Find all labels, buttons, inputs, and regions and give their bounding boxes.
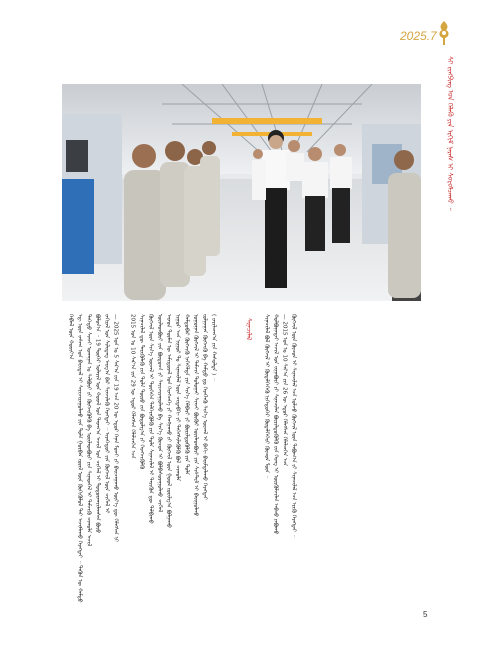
body-column-14: ᠨᠣᠭᠣᠭᠠᠨ ᠬᠥᠭᠵᠢᠯ ᠢ ᠳᠡᠮᠵᠢᠨ ᠲᠤᠯᠤᠭᠠᠢ ᠰᠢᠨᠵᠢ ᠪᠦᠬᠦᠢ ᠦᠢᠯᠡᠳᠪᠦᠷᠢ ᠶᠢᠨ ᠰᠢᠰᠲ᠋ᠧᠮ ᠢ ᠪᠠᠶᠢᠭᠤᠯᠬᠤ [192,314,199,517]
issue-date: 2025.7 [400,29,437,43]
body-column-10: ᠦᠢᠯᠡᠳᠪᠦᠷᠢ ᠶᠢᠨ ᠪᠦᠲᠦᠴᠡ ᠶᠢ ᠰᠠᠶᠢᠵᠢᠷᠠᠭᠤᠯᠬᠤ ᠪᠠ ᠰᠢᠨ᠎ᠡ ᠬᠦᠴᠦᠨ ᠢ ᠪᠣᠯᠪᠠᠰᠤᠷᠠᠭᠤᠯᠬᠤ ᠴᠢᠭᠯᠡᠯ [156,314,163,513]
body-column-3: ᠳᠡᠭᠡᠳᠦ ᠰᠢᠨᠵᠢ ᠤᠬᠠᠭᠠᠨ ᠤ ᠰᠠᠯᠪᠤᠷᠢ ᠶᠢ ᠬᠥᠭᠵᠢᠭᠦᠯᠬᠦ ᠪᠠ ᠦᠢᠯᠡᠳᠪᠦᠷᠢ ᠶᠢᠨ ᠰᠢᠨᠡᠳᠬᠡᠯ ᠢ ᠳᠡᠮᠵᠢᠬᠦ ᠴᠢᠬᠤᠯᠠ ᠠᠵᠢᠯ [85,314,92,547]
body-column-5: ᠵᠠᠬᠢᠷᠠᠯ ᠤᠨ ᠰᠢᠯᠢᠳᠡᠭ ᠠᠷᠭ᠎ᠠ ᠪᠠᠷ ᠰᠢᠨᠵᠢᠯᠡᠬᠦ ᠬᠡᠷᠡᠭᠲᠡᠢ ᠃ ᠢᠷᠡᠭᠡᠳᠦᠢ ᠶᠢᠨ ᠬᠥᠭᠵᠢᠯ ᠦᠨ ᠴᠢᠭᠯᠡᠯ ᠢ [103,314,110,514]
mongolian-script-emblem-icon [437,20,451,46]
body-column-9: ᠬᠥᠭᠵᠢᠯ ᠦᠨ ᠰᠢᠨ᠎ᠡ ᠦᠵᠡᠯ ᠢ ᠲᠦᠭᠡᠭᠡᠨ ᠳᠡᠯᠭᠡᠷᠡᠭᠦᠯᠬᠦ ᠶᠢᠨ ᠲᠤᠯᠠ ᠰᠢᠨᠡᠴᠢᠯᠡᠯ ᠢ ᠲᠡᠷᠢᠭᠦᠨ ᠳᠦ ᠲᠠᠯᠪᠢᠬᠤ [147,314,154,524]
body-column-21: ᠬᠥᠭᠵᠢᠯ ᠦᠨ ᠬᠦᠴᠦᠨ ᠢ ᠰᠢᠨᠡᠴᠢᠯᠡᠯ ᠡᠴᠡ ᠣᠯᠵᠤ ᠬᠥᠭᠵᠢᠯ ᠦᠨ ᠳᠠᠪᠤᠭ᠎ᠠ ᠶᠢ ᠰᠢᠨᠡᠴᠢᠯᠡᠯ ᠡᠴᠡ ᠡᠷᠢᠬᠦ ᠬᠡᠷᠡᠭᠲᠡᠢ ᠃ [290,314,297,538]
body-column-13: ᠬᠠᠮᠲᠤᠪᠠᠷ ᠬᠥᠭᠵᠢᠬᠦ ᠨᠡᠭᠡᠭᠡᠯᠲᠡ ᠶᠢᠨ ᠰᠢᠨ᠎ᠡ ᠬᠡᠯᠪᠡᠷᠢ ᠶᠢ ᠪᠦᠷᠢᠯᠳᠦᠭᠦᠯᠬᠦ ᠶᠢᠨ ᠲᠤᠯᠠ [183,314,190,475]
body-column-1: ᠬᠡᠪᠯᠡᠯ ᠦᠨ ᠬᠣᠷᠢᠶ᠎ᠠ [67,314,74,360]
header-caption: ᠰᠢ ᠵᠢᠩᠫᠢᠩ ᠤᠨ ᠬᠡᠯᠡᠬᠦ ᠶᠢᠨ ᠡᠷᠬᠢᠮ ᠨᠡᠷᠡᠰ ᠢ ᠰᠤᠷᠤᠯᠴᠠᠬᠤ ᠃ [446,56,454,211]
body-column-11: ᠠᠷᠠᠳ ᠲᠦᠮᠡᠨ ᠦ ᠠᠮᠢᠳᠤᠷᠠᠯ ᠤᠨ ᠬᠡᠷᠡᠭᠴᠡᠭᠡ ᠶᠢ ᠬᠠᠩᠭᠠᠬᠤ ᠶᠢ ᠬᠥᠭᠵᠢᠯ ᠦᠨ ᠭᠣᠣᠯ ᠵᠣᠷᠢᠯᠭ᠎ᠠ ᠪᠣᠯᠭᠠᠬᠤ [165,314,172,528]
body-column-6: — 2025 ᠣᠨ ᠤ 5 ᠰᠠᠷ᠎ᠠ ᠶᠢᠨ 19 ᠡᠴᠡ 20 ᠦ ᠡᠳᠦᠷ ᠬᠡᠨᠠᠨ ᠮᠤᠵᠢ ᠶᠢ ᠪᠠᠢᠴᠠᠭᠠᠬᠤ ᠦᠶ᠎ᠡ ᠳᠦ ᠬᠡᠯᠡᠭᠰᠡᠨ ᠨᠢ [112,314,119,543]
body-column-2: ᠡᠳ᠋ ᠦᠨ ᠵᠠᠰᠠᠭ ᠤᠨ ᠪᠠᠶᠢᠳᠠᠯ ᠢ ᠰᠠᠶᠢᠵᠢᠷᠠᠭᠤᠯᠬᠤ ᠶᠢᠨ ᠲᠤᠯᠠ ᠭᠤᠷᠪᠠᠨ ᠵᠦᠢᠯ ᠦᠨ ᠬᠥᠬᠢᠭᠦᠯᠦᠯ ᠲᠡᠢ ᠠᠵᠢᠯᠯᠠᠬᠤ ᠬᠡᠷᠡᠭᠲᠡᠢ ᠃ ᠲᠡᠭᠦᠨ ᠦ ᠬᠠᠮᠲᠤ [76,314,83,603]
body-column-15: ᠵᠤᠯᠭᠠᠭᠠᠨ ᠬᠥᠭᠵᠢᠬᠦ ᠪᠠ ᠬᠠᠮᠲᠤ ᠳᠤ ᠬᠡᠷᠡᠭᠯᠡᠬᠦ ᠰᠢᠨ᠎ᠡ ᠦᠵᠡᠯ ᠢ ᠪᠡᠬᠢ ᠪᠠᠷᠢᠮᠲᠠᠯᠠᠬᠤ ᠬᠡᠷᠡᠭᠲᠡᠢ [201,314,208,500]
body-column-8: ᠰᠢᠨᠡᠴᠢᠯᠡᠯ ᠳᠦ ᠲᠡᠷᠢᠭᠦᠯᠡᠬᠦ ᠶᠢᠨ ᠲᠤᠯᠠ ᠲᠦᠷᠦ ᠶᠢᠨ ᠪᠣᠳᠣᠯᠭ᠎ᠠ ᠶᠢ ᠬᠡᠷᠡᠭᠵᠢᠭᠦᠯᠬᠦ [138,314,145,470]
body-column-16: ( ᠶᠠᠷᠢᠯᠴᠠᠭ᠎ᠠ ᠶᠢᠨ ᠬᠠᠰᠤᠯᠳᠠ ) ᠃ [210,314,217,381]
page-number: 5 [423,610,428,619]
body-column-18: ᠰᠢᠨᠡᠴᠢᠯᠡᠯ ᠪᠣᠯ ᠬᠥᠭᠵᠢᠯ ᠢ ᠬᠥᠳᠡᠯᠭᠡᠭᠡᠬᠦ ᠨᠢᠭᠡᠳᠦᠭᠡᠷ ᠬᠥᠳᠡᠯᠭᠡᠭᠡᠷᠢ ᠬᠦᠴᠦᠨ ᠮᠥᠨ ᠃ [263,314,270,479]
body-column-12: ᠨᠢᠭᠤᠷ ᠡᠴᠡ ᠨᠢᠭᠤᠷ ᠲᠤ ᠰᠢᠨᠡᠴᠢᠯᠡᠯ ᠦᠨ ᠴᠢᠳᠠᠪᠬᠢ ᠶᠢ ᠳᠡᠭᠡᠭᠰᠢᠯᠡᠭᠦᠯᠬᠦ ᠪᠣᠯ ᠴᠢᠬᠤᠯᠠ [174,314,181,482]
body-column-20: — 2015 ᠣᠨ ᠤ 10 ᠰᠠᠷ᠎ᠠ ᠶᠢᠨ 26 ᠦ ᠡᠳᠦᠷ ᠬᠡᠯᠡᠭᠰᠡᠨ ᠬᠡᠯᠡᠯᠴᠡᠭᠡᠨ ᠡᠴᠡ [281,314,288,466]
section-heading: ᠰᠢᠨᠡᠴᠢᠯᠡᠯ [245,318,253,341]
body-column-4: ᠪᠣᠯᠤᠨ᠎ᠠ ᠃ 19 ᠳᠦᠭᠡᠷ ᠤᠯᠠᠷᠢᠯ ᠤᠨ ᠬᠤᠷᠠᠯ ᠤᠨ ᠳᠠᠷᠠᠭ᠎ᠠ ᠠᠵᠢᠯ ᠤᠨ ᠴᠢᠭᠯᠡᠯ ᠢ ᠲᠣᠳᠤᠷᠬᠠᠶᠢᠯᠠᠭᠰᠠᠨ ᠪᠤᠶᠤ [94,314,101,534]
factory-visit-photo [62,84,421,301]
body-column-19: ᠬᠣᠯᠪᠣᠭᠠᠲᠠᠢ ᠠᠵᠢᠯ ᠤᠨ ᠵᠢᠭᠠᠪᠤᠷᠢ ᠶᠢ ᠰᠢᠨᠡᠴᠢᠯᠡᠨ ᠪᠦᠷᠢᠯᠳᠦᠭᠦᠯᠬᠦ ᠶᠢᠨ ᠬᠡᠷᠡᠭ ᠢ ᠦᠷᠬᠦᠯᠵᠢᠯᠡᠨ ᠠᠪᠴᠤ ᠶᠠᠪᠤᠬᠤ [272,314,279,535]
body-column-7: 2015 ᠣᠨ ᠤ 10 ᠰᠠᠷ᠎ᠠ ᠶᠢᠨ 29 ᠦ ᠡᠳᠦᠷ ᠬᠡᠯᠡᠭᠰᠡᠨ ᠬᠡᠯᠡᠯᠴᠡᠭᠡᠨ ᠡᠴᠡ [129,314,136,459]
